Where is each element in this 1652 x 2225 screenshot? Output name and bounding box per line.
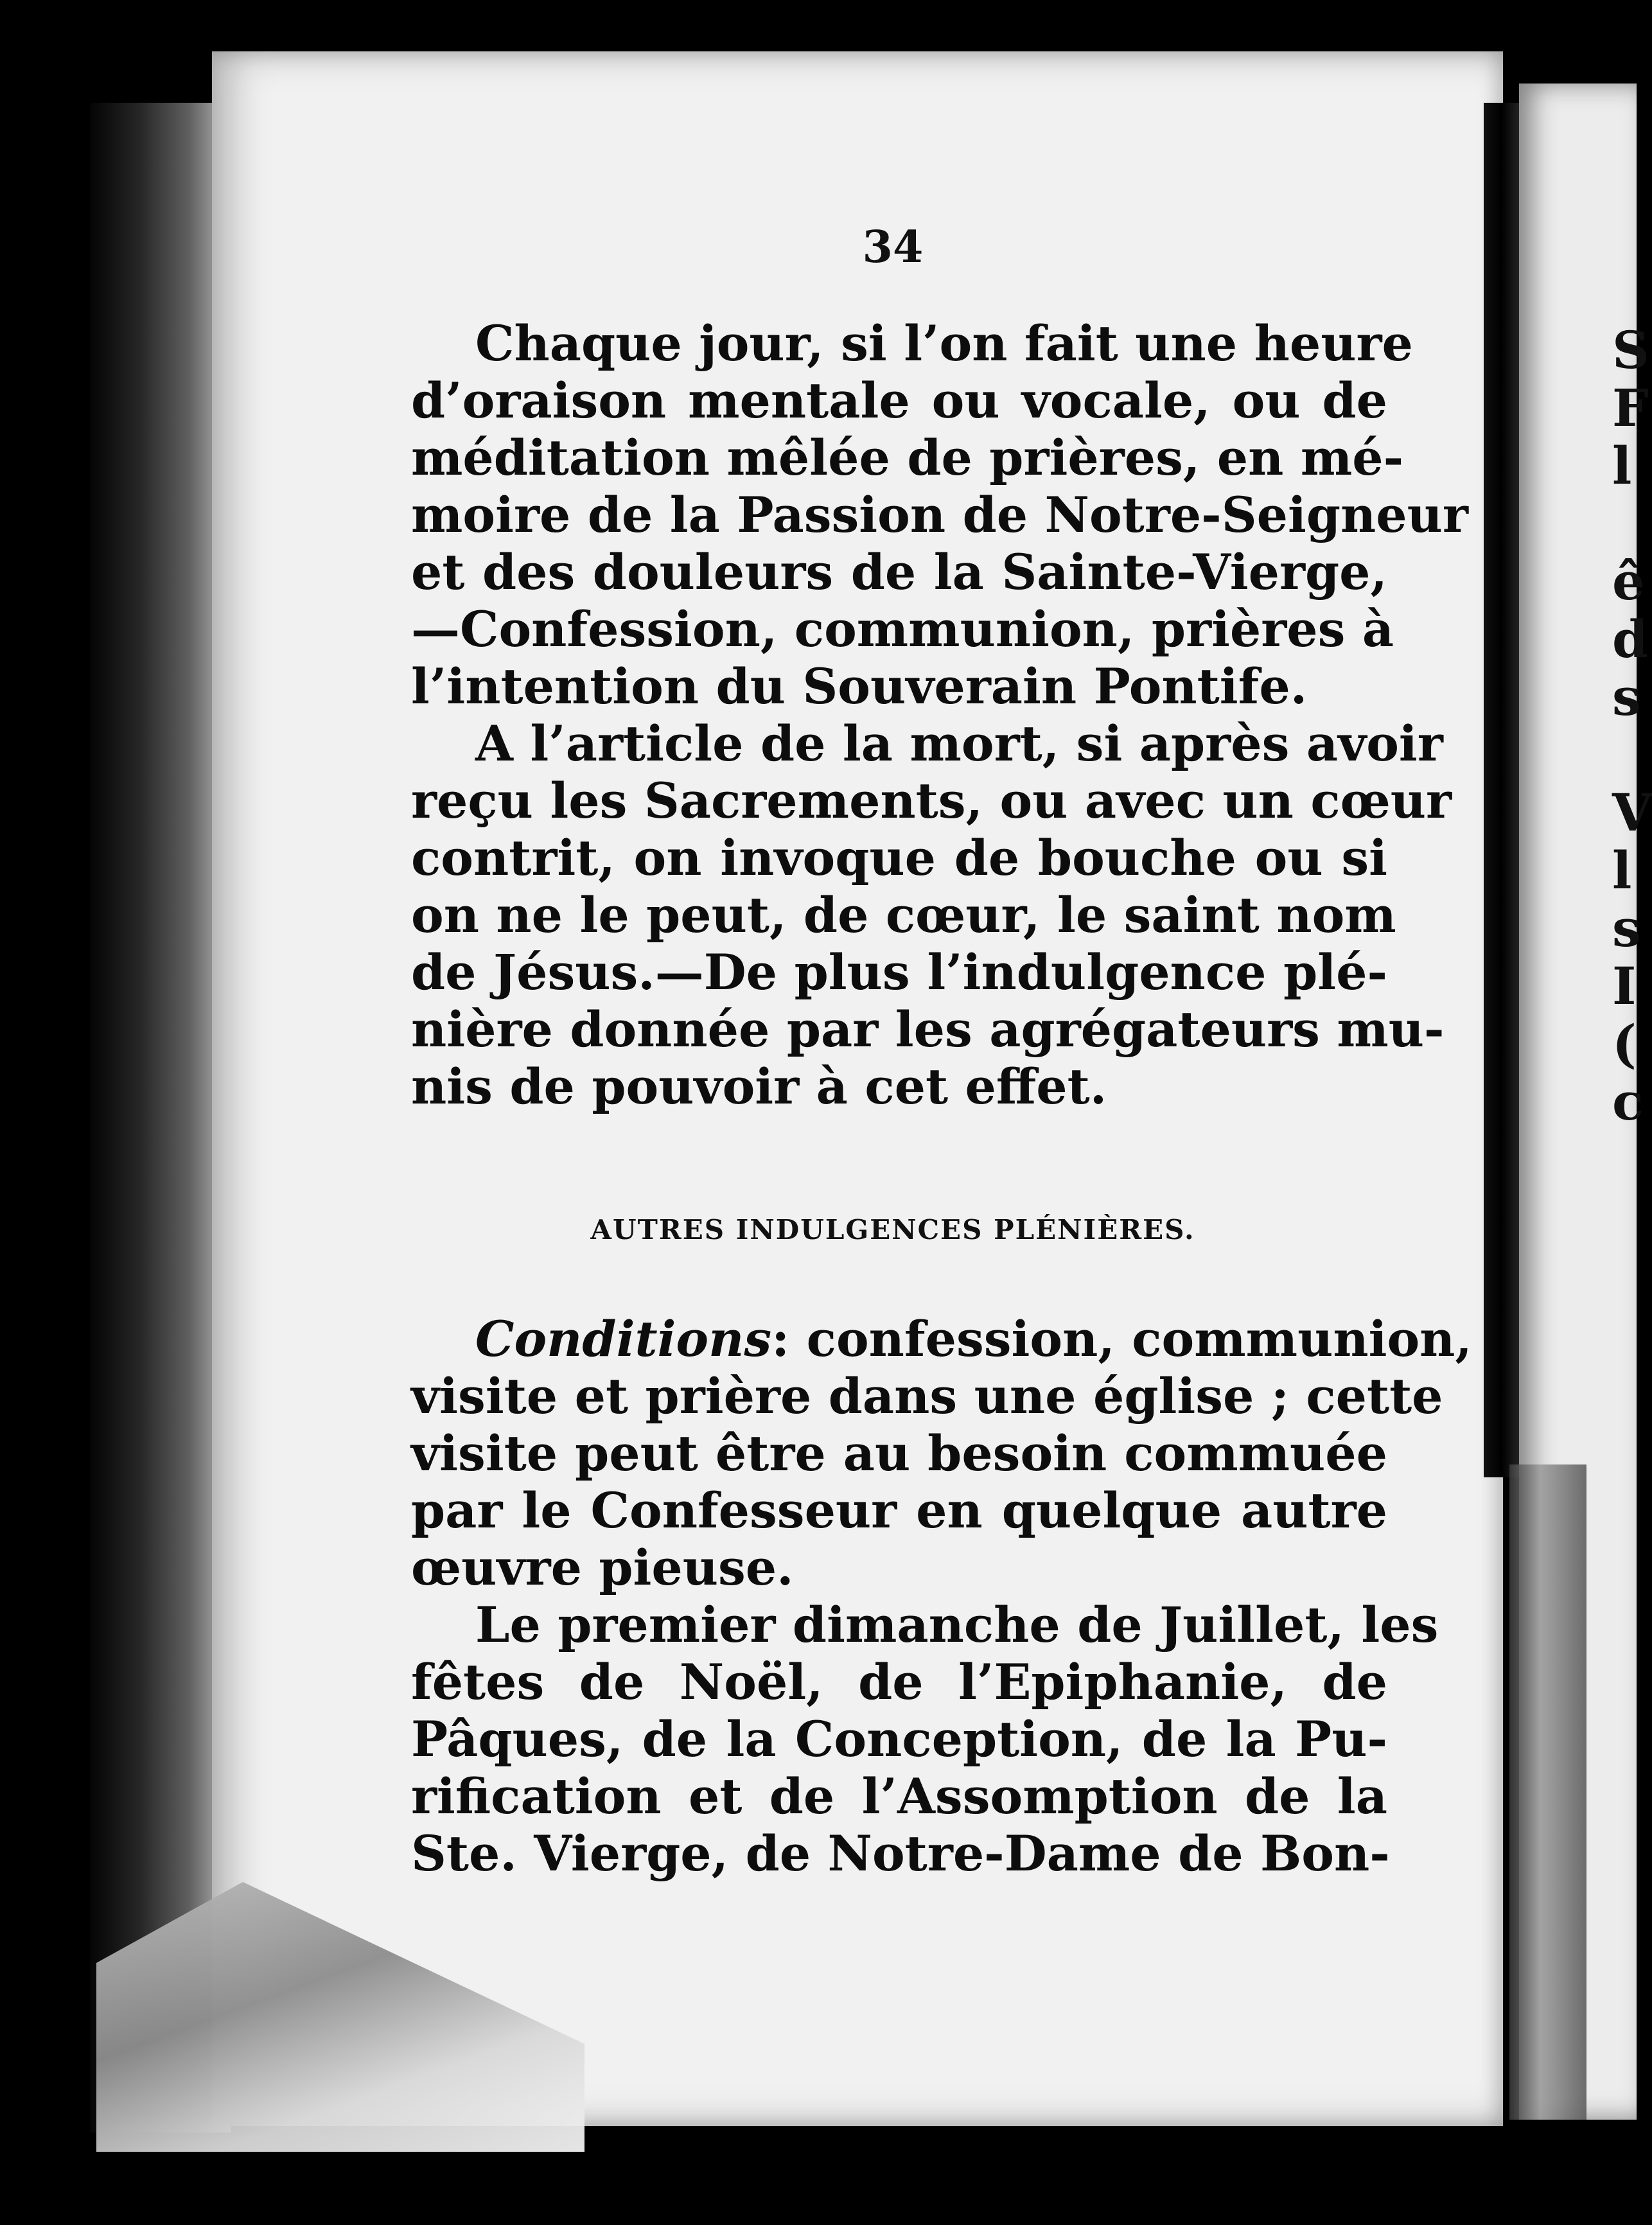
neighbour-letter: s	[1612, 667, 1642, 727]
neighbour-letter: I	[1612, 956, 1637, 1016]
book-binding-edge	[90, 103, 231, 2133]
paragraph-2	[411, 715, 1452, 1115]
page-number: 34	[862, 222, 924, 273]
text-line: A l’article de la mort, si après avoir	[475, 715, 1443, 772]
page-gutter	[1484, 103, 1519, 1477]
text-line: visite peut être au besoin commuée	[411, 1425, 1387, 1482]
neighbour-letter: (	[1612, 1014, 1637, 1074]
neighbour-letter: l	[1612, 435, 1632, 496]
text-line: Ste. Vierge, de Notre-Dame de Bon-	[411, 1825, 1390, 1882]
text-line: Le premier dimanche de Juillet, les	[475, 1596, 1439, 1653]
neighbour-letter: l	[1612, 840, 1632, 901]
text-line: de Jésus.—De plus l’indulgence plé-	[411, 944, 1387, 1001]
text-line: nière donnée par les agrégateurs mu-	[411, 1001, 1445, 1058]
text-line: Pâques, de la Conception, de la Pu-	[411, 1711, 1387, 1768]
section-heading: AUTRES INDULGENCES PLÉNIÈRES.	[590, 1214, 1195, 1245]
neighbour-letter: c	[1612, 1071, 1644, 1132]
text-line: —Confession, communion, prières à	[411, 601, 1394, 658]
text-line: par le Confesseur en quelque autre	[411, 1482, 1387, 1539]
conditions-label: Conditions	[475, 1310, 772, 1368]
paragraph-1	[411, 315, 1468, 715]
text-line: fêtes de Noël, de l’Epiphanie, de	[411, 1653, 1387, 1711]
text-line: Chaque jour, si l’on fait une heure	[475, 315, 1413, 372]
neighbour-letter: V	[1612, 782, 1652, 843]
text-line: on ne le peut, de cœur, le saint nom	[411, 886, 1396, 944]
text-line: œuvre pieuse.	[411, 1539, 794, 1596]
neighbour-letter: ê	[1612, 551, 1645, 611]
neighbouring-page-edge	[1509, 1464, 1586, 2120]
paragraph-3	[411, 1596, 1439, 1882]
text-line: d’oraison mentale ou vocale, ou de	[411, 372, 1387, 429]
text-line: nis de pouvoir à cet effet.	[411, 1058, 1107, 1115]
neighbour-letter: F	[1612, 378, 1649, 438]
neighbour-letter: d	[1612, 609, 1648, 669]
conditions-paragraph	[411, 1310, 1472, 1596]
text-line	[411, 1310, 1472, 1368]
text-line: moire de la Passion de Notre-Seigneur	[411, 486, 1468, 543]
text-line: et des douleurs de la Sainte-Vierge,	[411, 543, 1387, 601]
text-line: l’intention du Souverain Pontife.	[411, 658, 1308, 715]
neighbour-letter: s	[1612, 898, 1642, 958]
conditions-text: : confession, communion,	[771, 1310, 1472, 1368]
text-line: contrit, on invoque de bouche ou si	[411, 829, 1387, 886]
text-line: méditation mêlée de prières, en mé-	[411, 429, 1404, 486]
text-line: rification et de l’Assomption de la	[411, 1768, 1387, 1825]
text-line: reçu les Sacrements, ou avec un cœur	[411, 772, 1452, 829]
neighbour-letter: S	[1612, 320, 1649, 380]
text-line: visite et prière dans une église ; cette	[411, 1368, 1443, 1425]
